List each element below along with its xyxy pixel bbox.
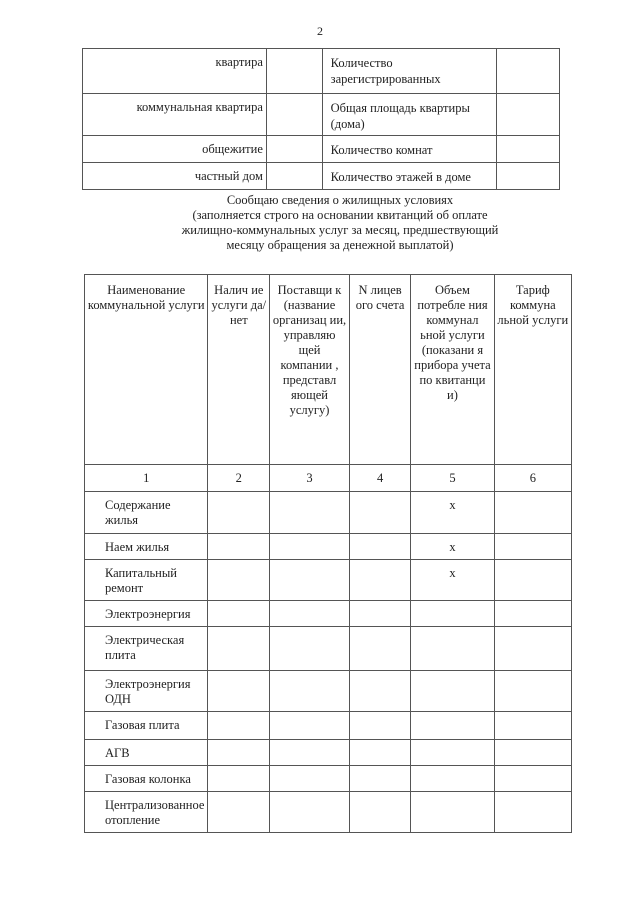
provider-cell[interactable]: [270, 792, 350, 833]
availability-cell[interactable]: [208, 534, 270, 560]
table-row: [85, 492, 572, 534]
account-cell[interactable]: [349, 671, 410, 712]
service-name: Централизованное отопление: [85, 792, 208, 833]
tariff-cell[interactable]: [494, 601, 571, 627]
volume-cell: [411, 740, 494, 766]
provider-cell[interactable]: [270, 492, 350, 534]
availability-cell[interactable]: [208, 492, 270, 534]
tariff-cell[interactable]: [494, 560, 571, 601]
table-row: [85, 560, 572, 601]
account-cell[interactable]: [349, 792, 410, 833]
value-cell[interactable]: [496, 49, 559, 94]
table-row: [85, 792, 572, 833]
volume-cell: x: [411, 534, 494, 560]
housing-info-label: Количество комнат: [322, 136, 496, 163]
tariff-cell[interactable]: [494, 534, 571, 560]
header-row: [85, 275, 572, 465]
table-row: [85, 627, 572, 671]
volume-cell: [411, 712, 494, 740]
provider-cell[interactable]: [270, 740, 350, 766]
account-cell[interactable]: [349, 601, 410, 627]
table-row: [85, 671, 572, 712]
provider-cell[interactable]: [270, 560, 350, 601]
table-row: [83, 136, 560, 163]
provider-cell[interactable]: [270, 534, 350, 560]
value-cell[interactable]: [496, 94, 559, 136]
intro-text: [150, 193, 530, 253]
availability-cell[interactable]: [208, 792, 270, 833]
tariff-cell[interactable]: [494, 492, 571, 534]
service-name: Наем жилья: [85, 534, 208, 560]
availability-cell[interactable]: [208, 627, 270, 671]
table-row: [85, 740, 572, 766]
provider-cell[interactable]: [270, 712, 350, 740]
intro-line: Сообщаю сведения о жилищных условиях: [226, 193, 454, 207]
account-cell[interactable]: [349, 534, 410, 560]
provider-cell[interactable]: [270, 766, 350, 792]
utility-services-table: [84, 274, 572, 833]
checkbox-cell[interactable]: [266, 49, 322, 94]
housing-info-label: Количество зарегистрированных: [322, 49, 496, 94]
value-cell[interactable]: [496, 163, 559, 190]
table-row: [83, 49, 560, 94]
table-row: [85, 534, 572, 560]
value-cell[interactable]: [496, 136, 559, 163]
availability-cell[interactable]: [208, 671, 270, 712]
column-number: 5: [411, 465, 494, 492]
tariff-cell[interactable]: [494, 671, 571, 712]
account-cell[interactable]: [349, 492, 410, 534]
column-header-account-number: N лицев ого счета: [349, 275, 410, 465]
table-row: [85, 766, 572, 792]
service-name: Электроэнергия ОДН: [85, 671, 208, 712]
housing-type-cell: общежитие: [83, 136, 267, 163]
housing-info-label: Общая площадь квартиры (дома): [322, 94, 496, 136]
provider-cell[interactable]: [270, 601, 350, 627]
service-name: Электроэнергия: [85, 601, 208, 627]
housing-type-cell: частный дом: [83, 163, 267, 190]
tariff-cell[interactable]: [494, 766, 571, 792]
column-number: 2: [208, 465, 270, 492]
page-number: 2: [317, 24, 323, 38]
service-name: Газовая плита: [85, 712, 208, 740]
volume-cell: x: [411, 560, 494, 601]
account-cell[interactable]: [349, 712, 410, 740]
intro-line: месяцу обращения за денежной выплатой): [226, 238, 454, 252]
volume-cell: [411, 601, 494, 627]
provider-cell[interactable]: [270, 627, 350, 671]
volume-cell: [411, 627, 494, 671]
housing-type-cell: коммунальная квартира: [83, 94, 267, 136]
table-row: [83, 163, 560, 190]
column-header-consumption-volume: Объем потребле ния коммунал ьной услуги (показани я прибора учета по квитанци и): [411, 275, 494, 465]
availability-cell[interactable]: [208, 712, 270, 740]
account-cell[interactable]: [349, 766, 410, 792]
checkbox-cell[interactable]: [266, 136, 322, 163]
column-number: 1: [85, 465, 208, 492]
tariff-cell[interactable]: [494, 627, 571, 671]
table-row: [85, 712, 572, 740]
checkbox-cell[interactable]: [266, 94, 322, 136]
housing-type-table: [82, 48, 560, 190]
service-name: АГВ: [85, 740, 208, 766]
availability-cell[interactable]: [208, 601, 270, 627]
tariff-cell[interactable]: [494, 712, 571, 740]
tariff-cell[interactable]: [494, 792, 571, 833]
account-cell[interactable]: [349, 627, 410, 671]
table-row: [83, 94, 560, 136]
service-name: Газовая колонка: [85, 766, 208, 792]
account-cell[interactable]: [349, 740, 410, 766]
column-number: 6: [494, 465, 571, 492]
housing-type-cell: квартира: [83, 49, 267, 94]
availability-cell[interactable]: [208, 560, 270, 601]
volume-cell: [411, 792, 494, 833]
availability-cell[interactable]: [208, 740, 270, 766]
service-name: Электрическая плита: [85, 627, 208, 671]
availability-cell[interactable]: [208, 766, 270, 792]
checkbox-cell[interactable]: [266, 163, 322, 190]
table-row: [85, 601, 572, 627]
volume-cell: x: [411, 492, 494, 534]
column-number: 4: [349, 465, 410, 492]
volume-cell: [411, 671, 494, 712]
column-header-tariff: Тариф коммуна льной услуги: [494, 275, 571, 465]
column-header-availability: Налич ие услуги да/нет: [208, 275, 270, 465]
housing-info-label: Количество этажей в доме: [322, 163, 496, 190]
column-header-provider: Поставщи к (название организац ии, управляю щей компании , представл яющей услугу): [270, 275, 350, 465]
intro-line: (заполняется строго на основании квитанций об оплате: [192, 208, 488, 222]
service-name: Капитальный ремонт: [85, 560, 208, 601]
volume-cell: [411, 766, 494, 792]
intro-line: жилищно-коммунальных услуг за месяц, предшествующий: [181, 223, 499, 237]
provider-cell[interactable]: [270, 671, 350, 712]
account-cell[interactable]: [349, 560, 410, 601]
column-number: 3: [270, 465, 350, 492]
column-header-service-name: Наименование коммунальной услуги: [85, 275, 208, 465]
service-name: Содержание жилья: [85, 492, 208, 534]
column-number-row: [85, 465, 572, 492]
tariff-cell[interactable]: [494, 740, 571, 766]
